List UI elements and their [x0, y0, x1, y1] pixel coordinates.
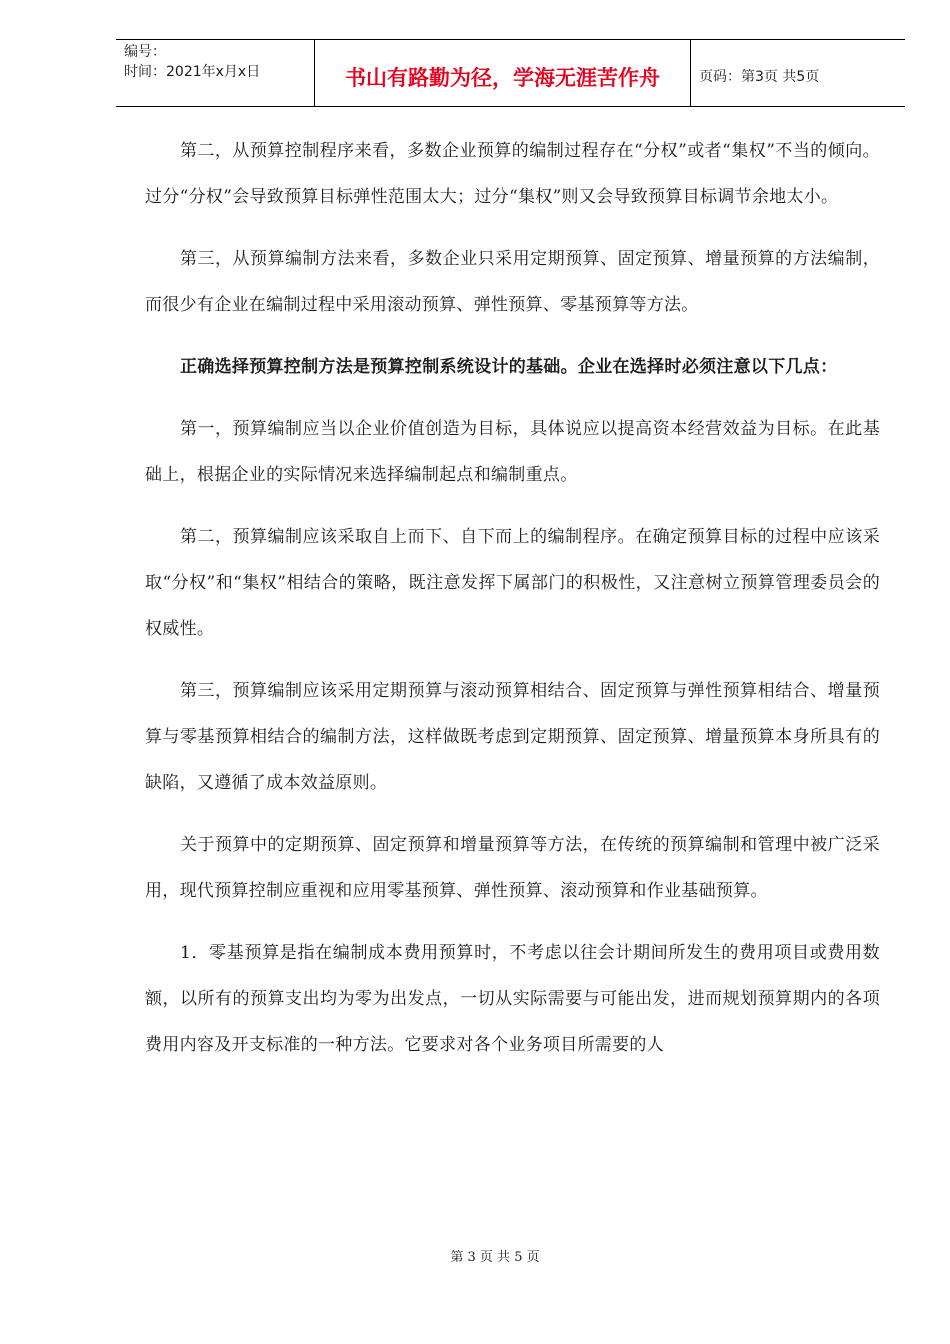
page-footer [0, 1246, 950, 1265]
paragraph: 关于预算中的定期预算、固定预算和增量预算等方法，在传统的预算编制和管理中被广泛采用，现代预算控制应重视和应用零基预算、弹性预算、滚动预算和作业基础预算。 [145, 835, 880, 901]
page-info-text: 页码：第3页 共5页 [699, 69, 820, 85]
header-meta-cell [116, 40, 315, 106]
paragraph: 第二，预算编制应该采取自上而下、自下而上的编制程序。在确定预算目标的过程中应该采取“分权”和“集权”相结合的策略，既注意发挥下属部门的积极性，又注意树立预算管理委员会的权威性。 [145, 527, 880, 639]
paragraph: 第一，预算编制应当以企业价值创造为目标，具体说应以提高资本经营效益为目标。在此基础上，根据企业的实际情况来选择编制起点和编制重点。 [145, 419, 880, 485]
date-label: 时间：2021年x月x日 [124, 64, 261, 80]
header-page-cell [691, 40, 905, 106]
header-motto-cell [315, 40, 691, 106]
paragraph: 1．零基预算是指在编制成本费用预算时，不考虑以往会计期间所发生的费用项目或费用数额，以所有的预算支出均为零为出发点，一切从实际需要与可能出发，进而规划预算期内的各项费用内容及开支标准的一种方法。它要求对各个业务项目所需要的人 [145, 943, 880, 1055]
paragraph: 第三，预算编制应该采用定期预算与滚动预算相结合、固定预算与弹性预算相结合、增量预算与零基预算相结合的编制方法，这样做既考虑到定期预算、固定预算、增量预算本身所具有的缺陷，又遵循了成本效益原则。 [145, 681, 880, 793]
footer-page-number: 第 3 页 共 5 页 [450, 1250, 540, 1265]
paragraph: 第二，从预算控制程序来看，多数企业预算的编制过程存在“分权”或者“集权”不当的倾向。过分“分权”会导致预算目标弹性范围太大；过分“集权”则又会导致预算目标调节余地太小。 [145, 141, 880, 207]
bold-paragraph: 正确选择预算控制方法是预算控制系统设计的基础。企业在选择时必须注意以下几点： [180, 357, 838, 377]
serial-number-label: 编号： [124, 44, 166, 60]
motto-text: 书山有路勤为径，学海无涯苦作舟 [345, 66, 660, 90]
document-body [145, 128, 880, 1084]
paragraph: 第三，从预算编制方法来看，多数企业只采用定期预算、固定预算、增量预算的方法编制，而很少有企业在编制过程中采用滚动预算、弹性预算、零基预算等方法。 [145, 249, 880, 315]
document-header [116, 39, 905, 107]
